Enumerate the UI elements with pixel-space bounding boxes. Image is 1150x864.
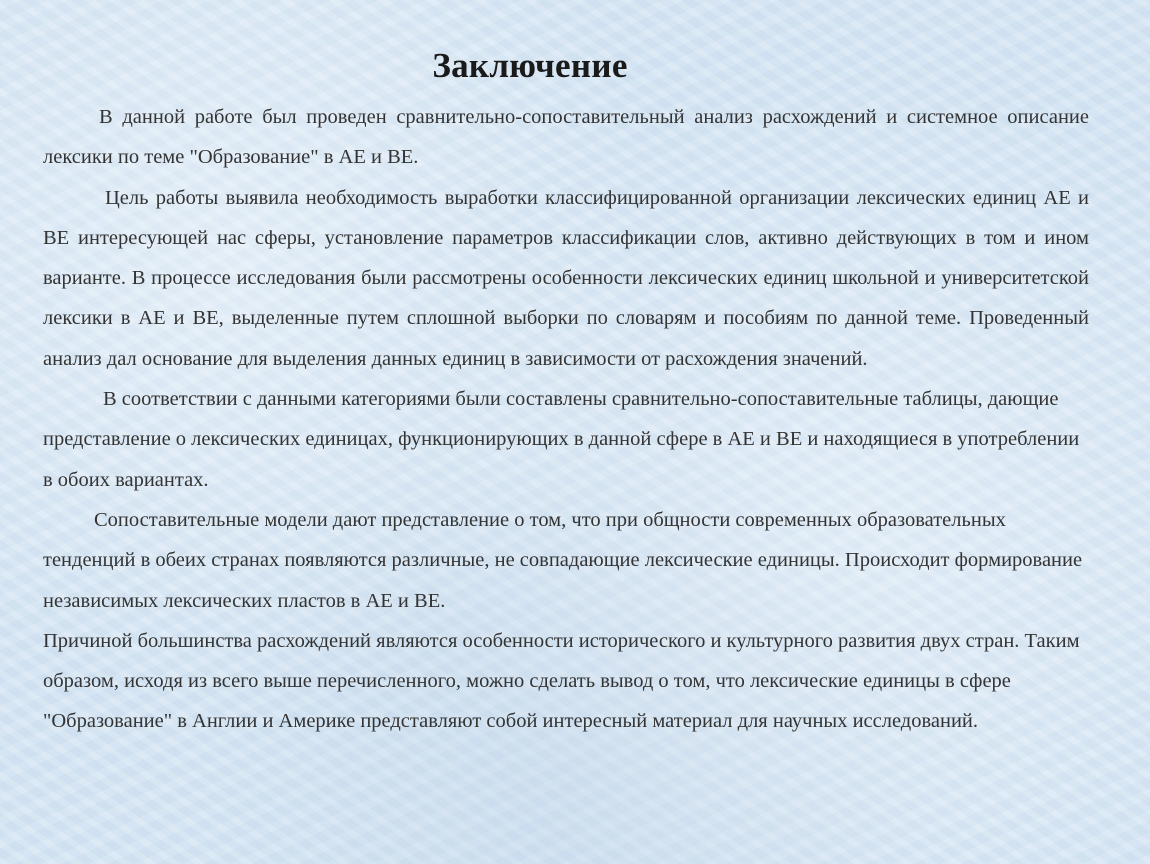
paragraph-4: Сопоставительные модели дают представление о том, что при общности современных образовательных тенденций в обеих странах появляются различные, не совпадающие лексические единицы. Происходит формирование независимых лексических пластов в АЕ и ВЕ.: [43, 508, 1083, 612]
slide-body: [43, 97, 1089, 742]
paragraph-3: В соответствии с данными категориями были составлены сравнительно-сопоставительные таблицы, дающие представление о лексических единицах, функционирующих в данной сфере в АЕ и ВЕ и находящиеся в употреблении в обоих вариантах.: [43, 388, 1080, 491]
paragraph-5: Причиной большинства расхождений являются особенности исторического и культурного развития двух стран. Таким образом, исходя из всего выше перечисленного, можно сделать вывод о том, что лексические единицы в сфере "Образование" в Англии и Америке представляют собой интересный материал для научных исследований.: [43, 629, 1080, 733]
slide-title: Заключение: [432, 46, 628, 85]
paragraph-2: Цель работы выявила необходимость выработки классифицированной организации лексических единиц АЕ и ВЕ интересующей нас сферы, установление параметров классификации слов, активно действующих в том и ином варианте. В процессе исследования были рассмотрены особенности лексических единиц школьной и университетской лексики в АЕ и ВЕ, выделенные путем сплошной выборки по словарям и пособиям по данной теме. Проведенный анализ дал основание для выделения данных единиц в зависимости от расхождения значений.: [43, 186, 1089, 370]
paragraph-1: В данной работе был проведен сравнительно-сопоставительный анализ расхождений и системное описание лексики по теме "Образование" в АЕ и ВЕ.: [43, 106, 1089, 169]
